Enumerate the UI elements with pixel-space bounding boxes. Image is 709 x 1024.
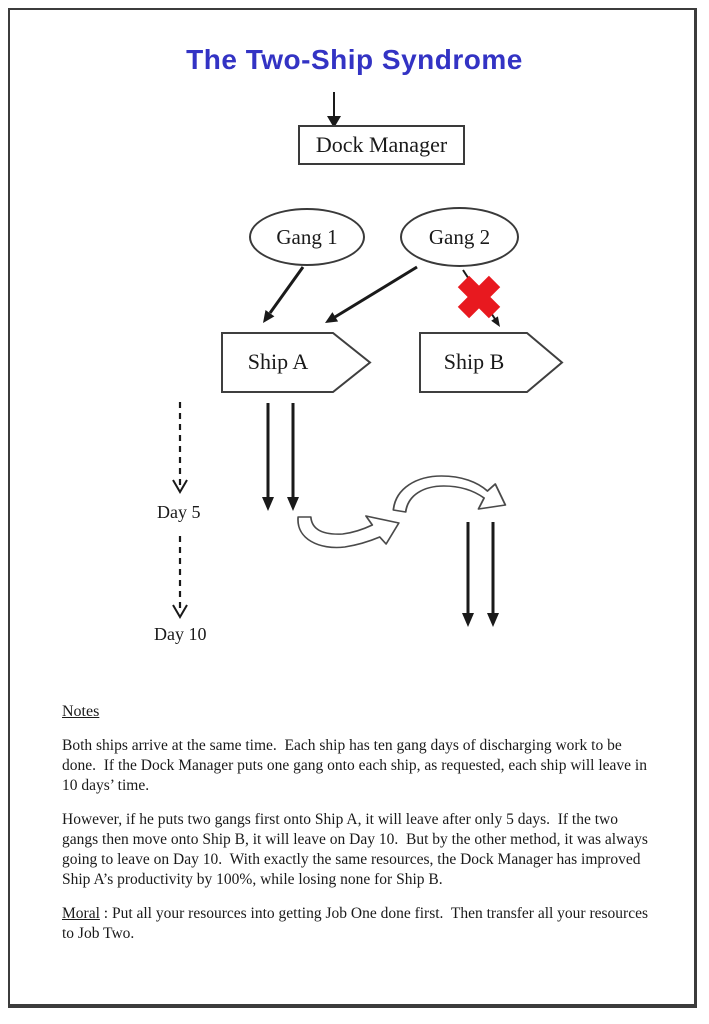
moral-text: : Put all your resources into getting Job One done first. Then transfer all your resources to Job Two. (62, 905, 652, 942)
moral-paragraph (62, 904, 654, 944)
transfer-curved-arrow-2-icon (393, 476, 505, 512)
timeline-dashed-arrow-day5-icon (173, 402, 187, 492)
gang-1-label: Gang 1 (276, 224, 338, 249)
ship-a-label: Ship A (247, 349, 309, 374)
notes-paragraph-2: However, if he puts two gangs first onto Ship A, it will leave after only 5 days. If the two gangs then move onto Ship B, it will leave on Day 10. But by the other method, it was always going to leave on Day 10. With exactly the same resources, the Dock Manager has improved Ship A’s productivity by 100%, while losing none for Ship B. (62, 811, 652, 888)
transfer-curved-arrow-1-icon (298, 516, 399, 547)
notes-paragraph-1: Both ships arrive at the same time. Each ship has ten gang days of discharging work to be done. If the Dock Manager puts one gang onto each ship, as requested, each ship will leave in 10 days’ time. (62, 737, 651, 794)
arrow-gang1-to-shipA-icon (263, 267, 303, 323)
ship-b-label: Ship B (443, 349, 505, 374)
dock-manager-box (298, 125, 465, 165)
dock-manager-label: Dock Manager (315, 132, 448, 157)
notes-heading: Notes (62, 703, 100, 720)
work-arrows-ship-b-icon (462, 522, 499, 627)
page-title: The Two-Ship Syndrome (186, 44, 523, 75)
moral-label: Moral (62, 905, 100, 922)
gang-1-ellipse (249, 208, 365, 266)
day-5-label: Day 5 (157, 502, 201, 522)
gang-2-ellipse (400, 207, 519, 267)
timeline-dashed-arrow-day10-icon (173, 536, 187, 617)
gang-2-label: Gang 2 (428, 224, 491, 249)
day-10-label: Day 10 (154, 624, 207, 644)
work-arrows-ship-a-icon (262, 403, 299, 511)
arrow-gang2-to-shipA-icon (325, 267, 417, 323)
arrow-title-to-dock-icon (327, 92, 341, 128)
blocked-red-x-icon (448, 266, 510, 328)
notes-section (62, 702, 654, 944)
